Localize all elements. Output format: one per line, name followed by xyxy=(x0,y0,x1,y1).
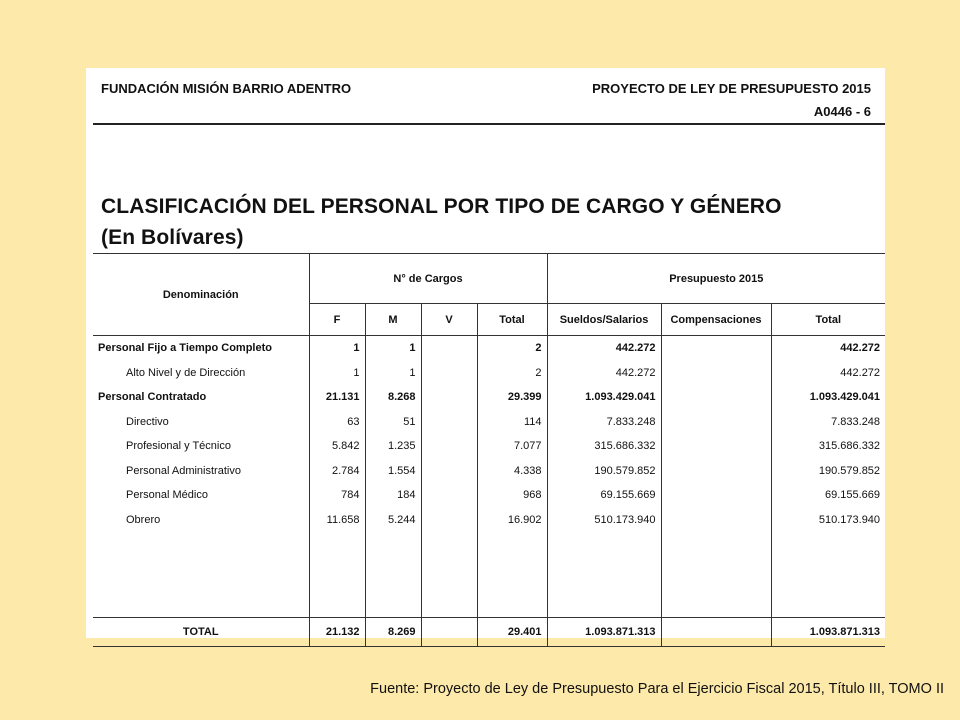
cell-m: 1.554 xyxy=(365,459,421,484)
row-label: Personal Administrativo xyxy=(126,464,241,477)
cell-compensaciones xyxy=(661,508,771,533)
cell-presupuesto-total: 7.833.248 xyxy=(771,410,885,435)
table-row xyxy=(93,336,885,361)
table-row xyxy=(93,459,885,484)
cell-f: 11.658 xyxy=(309,508,365,533)
cell-f: 784 xyxy=(309,483,365,508)
total-label: TOTAL xyxy=(93,618,309,647)
project-name: PROYECTO DE LEY DE PRESUPUESTO 2015 xyxy=(592,81,871,96)
table-row xyxy=(93,483,885,508)
cell-sueldos: 1.093.429.041 xyxy=(547,385,661,410)
cell-compensaciones xyxy=(661,483,771,508)
cell-total: 16.902 xyxy=(477,508,547,533)
cell-f: 63 xyxy=(309,410,365,435)
cell-m: 1 xyxy=(365,361,421,386)
table-row xyxy=(93,508,885,533)
header-cargos: N° de Cargos xyxy=(309,254,547,304)
row-label: Personal Contratado xyxy=(98,391,207,404)
cell-sueldos: 315.686.332 xyxy=(547,434,661,459)
empty-row xyxy=(93,532,885,618)
total-sueldos: 1.093.871.313 xyxy=(547,618,661,647)
cell-v xyxy=(421,410,477,435)
total-compensaciones xyxy=(661,618,771,647)
cell-total: 29.399 xyxy=(477,385,547,410)
cell-v xyxy=(421,508,477,533)
cell-compensaciones xyxy=(661,410,771,435)
cell-compensaciones xyxy=(661,361,771,386)
header-compensaciones: Compensaciones xyxy=(661,304,771,336)
cell-presupuesto-total: 510.173.940 xyxy=(771,508,885,533)
total-v xyxy=(421,618,477,647)
cell-presupuesto-total: 315.686.332 xyxy=(771,434,885,459)
cell-m: 5.244 xyxy=(365,508,421,533)
cell-f: 1 xyxy=(309,336,365,361)
cell-f: 1 xyxy=(309,361,365,386)
cell-v xyxy=(421,459,477,484)
cell-v xyxy=(421,336,477,361)
cell-compensaciones xyxy=(661,336,771,361)
cell-m: 8.268 xyxy=(365,385,421,410)
cell-f: 5.842 xyxy=(309,434,365,459)
table-row xyxy=(93,434,885,459)
page-code: A0446 - 6 xyxy=(813,104,871,119)
row-label: Personal Médico xyxy=(126,489,208,502)
cell-total: 2 xyxy=(477,361,547,386)
cell-m: 1 xyxy=(365,336,421,361)
header-total-presupuesto: Total xyxy=(771,304,885,336)
cell-sueldos: 190.579.852 xyxy=(547,459,661,484)
cell-v xyxy=(421,385,477,410)
header-total: Total xyxy=(477,304,547,336)
cell-sueldos: 442.272 xyxy=(547,336,661,361)
cell-m: 1.235 xyxy=(365,434,421,459)
cell-total: 4.338 xyxy=(477,459,547,484)
header-rule xyxy=(93,123,885,125)
table-row xyxy=(93,361,885,386)
header-denominacion: Denominación xyxy=(93,254,309,336)
cell-presupuesto-total: 1.093.429.041 xyxy=(771,385,885,410)
cell-presupuesto-total: 442.272 xyxy=(771,361,885,386)
header-presupuesto: Presupuesto 2015 xyxy=(547,254,885,304)
cell-v xyxy=(421,483,477,508)
header-f: F xyxy=(309,304,365,336)
table-row xyxy=(93,385,885,410)
cell-m: 51 xyxy=(365,410,421,435)
cell-sueldos: 510.173.940 xyxy=(547,508,661,533)
cell-f: 21.131 xyxy=(309,385,365,410)
cell-presupuesto-total: 442.272 xyxy=(771,336,885,361)
cell-v xyxy=(421,434,477,459)
total-row xyxy=(93,618,885,647)
document-page xyxy=(86,68,885,638)
cell-compensaciones xyxy=(661,459,771,484)
cell-total: 2 xyxy=(477,336,547,361)
row-label: Obrero xyxy=(126,513,161,526)
cell-compensaciones xyxy=(661,385,771,410)
cell-presupuesto-total: 190.579.852 xyxy=(771,459,885,484)
staff-classification-table xyxy=(93,253,885,647)
row-label: Directivo xyxy=(126,415,169,428)
header-m: M xyxy=(365,304,421,336)
cell-compensaciones xyxy=(661,434,771,459)
row-label: Profesional y Técnico xyxy=(126,440,231,453)
cell-sueldos: 442.272 xyxy=(547,361,661,386)
cell-sueldos: 69.155.669 xyxy=(547,483,661,508)
source-caption: Fuente: Proyecto de Ley de Presupuesto Para el Ejercicio Fiscal 2015, Título III, TOMO II xyxy=(370,681,944,697)
cell-v xyxy=(421,361,477,386)
cell-m: 184 xyxy=(365,483,421,508)
table-row xyxy=(93,410,885,435)
cell-sueldos: 7.833.248 xyxy=(547,410,661,435)
header-sueldos: Sueldos/Salarios xyxy=(547,304,661,336)
cell-f: 2.784 xyxy=(309,459,365,484)
row-label: Alto Nivel y de Dirección xyxy=(126,366,246,379)
cell-total: 7.077 xyxy=(477,434,547,459)
total-cargos: 29.401 xyxy=(477,618,547,647)
cell-total: 968 xyxy=(477,483,547,508)
page-title: CLASIFICACIÓN DEL PERSONAL POR TIPO DE CARGO Y GÉNERO xyxy=(101,195,782,218)
cell-total: 114 xyxy=(477,410,547,435)
total-f: 21.132 xyxy=(309,618,365,647)
page-subtitle: (En Bolívares) xyxy=(101,226,244,249)
header-v: V xyxy=(421,304,477,336)
total-m: 8.269 xyxy=(365,618,421,647)
total-presupuesto: 1.093.871.313 xyxy=(771,618,885,647)
cell-presupuesto-total: 69.155.669 xyxy=(771,483,885,508)
row-label: Personal Fijo a Tiempo Completo xyxy=(98,342,272,355)
institution-name: FUNDACIÓN MISIÓN BARRIO ADENTRO xyxy=(101,81,352,96)
